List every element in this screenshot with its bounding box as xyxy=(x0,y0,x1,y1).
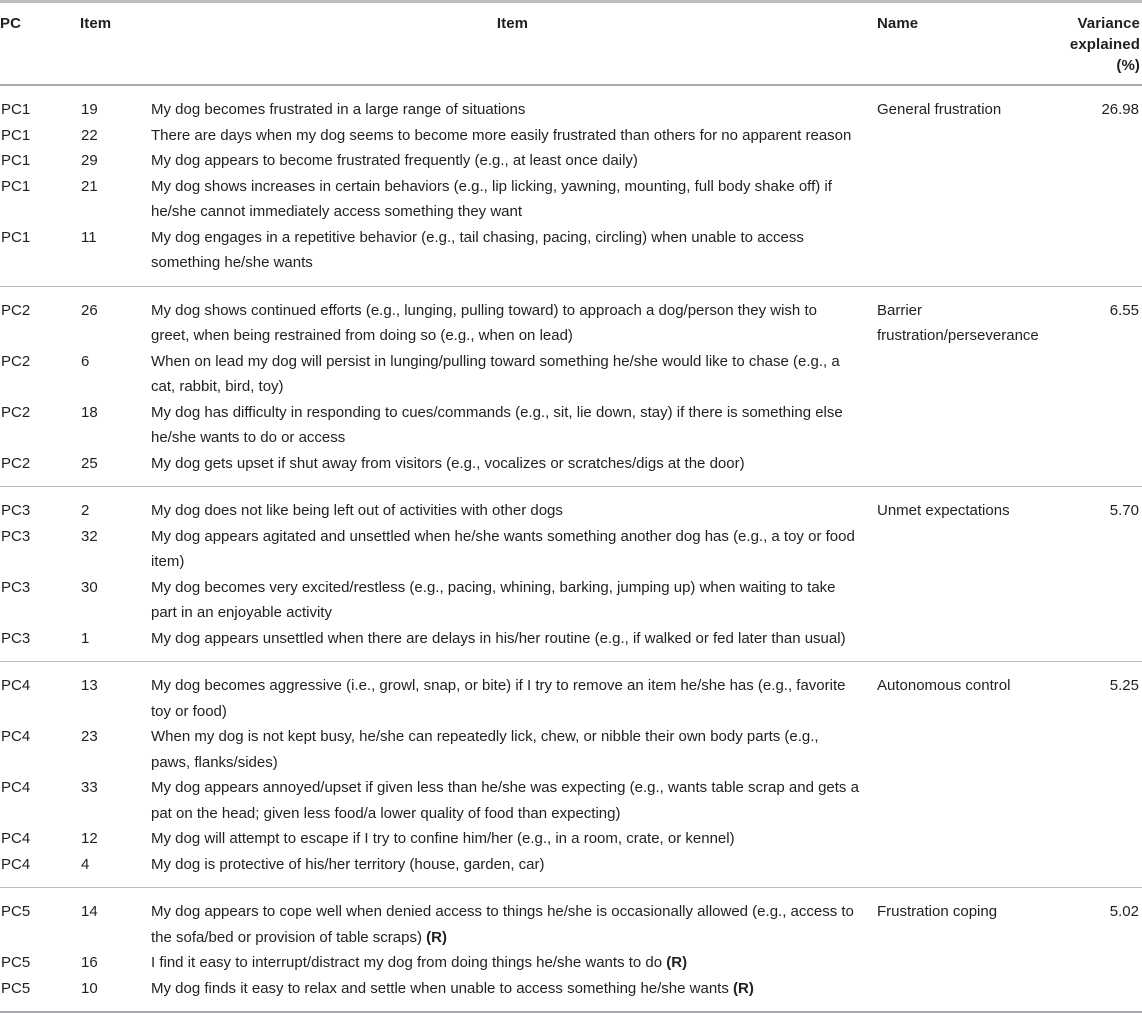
reverse-scored-marker: (R) xyxy=(426,928,447,946)
cell-item-number: 21 xyxy=(81,177,98,195)
cell-item-text: My dog appears unsettled when there are delays in his/her routine (e.g., if walked or fed later than usual) xyxy=(151,629,846,647)
cell-item-number: 2 xyxy=(81,502,90,519)
cell-item-text: My dog gets upset if shut away from visitors (e.g., vocalizes or scratches/digs at the door) xyxy=(151,454,745,472)
cell-variance-explained xyxy=(1040,400,1142,451)
cell-pc: PC5 xyxy=(1,954,31,971)
table-row xyxy=(0,451,1142,477)
cell-component-name xyxy=(875,225,1040,276)
cell-component-name xyxy=(875,148,1040,174)
cell-variance-explained xyxy=(1040,524,1142,575)
cell-item-text: My dog will attempt to escape if I try to confine him/her (e.g., in a room, crate, or kennel) xyxy=(151,830,735,847)
cell-item-number: 14 xyxy=(81,903,98,920)
cell-item-number: 12 xyxy=(81,830,98,847)
cell-variance-explained: 5.70 xyxy=(1109,502,1139,519)
cell-item-text: My dog shows continued efforts (e.g., lunging, pulling toward) to approach a dog/person they wish to greet, when being restrained from doing so (e.g., when on lead) xyxy=(151,301,817,344)
cell-item-number: 30 xyxy=(81,578,98,596)
cell-component-name: Unmet expectations xyxy=(877,502,1010,519)
cell-component-name: Frustration coping xyxy=(877,903,998,920)
cell-item-number: 6 xyxy=(81,352,90,370)
table-row xyxy=(0,225,1142,276)
table-row xyxy=(0,775,1142,826)
cell-item-text: When on lead my dog will persist in lunging/pulling toward something he/she would like to chase (e.g., a cat, rabbit, bird, toy) xyxy=(151,352,840,395)
header-row xyxy=(0,3,1142,84)
cell-pc: PC4 xyxy=(1,779,31,796)
cell-variance-explained xyxy=(1040,174,1142,225)
cell-item-number: 10 xyxy=(81,979,98,997)
table-row xyxy=(0,498,1142,524)
table-row xyxy=(0,626,1142,652)
table-row xyxy=(0,826,1142,852)
cell-component-name: Autonomous control xyxy=(877,677,1011,694)
cell-component-name xyxy=(875,349,1040,400)
cell-item-text: My dog becomes frustrated in a large range of situations xyxy=(151,101,526,118)
cell-pc: PC1 xyxy=(1,177,31,195)
column-header-item-number: Item xyxy=(80,15,112,32)
group-spacer xyxy=(0,662,1142,673)
cell-item-text: My dog becomes very excited/restless (e.g., pacing, whining, barking, jumping up) when waiting to take part in an enjoyable activity xyxy=(151,578,836,621)
cell-item-number: 26 xyxy=(81,301,98,319)
cell-component-name xyxy=(875,524,1040,575)
cell-variance-explained: 6.55 xyxy=(1109,301,1139,319)
cell-item-number: 32 xyxy=(81,527,98,545)
group-spacer-cell xyxy=(0,1001,1142,1011)
cell-variance-explained: 26.98 xyxy=(1101,101,1139,118)
table-row xyxy=(0,148,1142,174)
cell-variance-explained xyxy=(1040,852,1142,878)
variance-header-line-2: explained xyxy=(1069,36,1140,53)
cell-component-name xyxy=(875,826,1040,852)
group-spacer xyxy=(0,487,1142,498)
cell-item-text: My dog appears to cope well when denied access to things he/she is occasionally allowed (e.g., access to the sofa/bed or provision of table scraps) (R) xyxy=(151,903,854,946)
group-spacer xyxy=(0,888,1142,899)
cell-component-name xyxy=(875,123,1040,149)
cell-pc: PC3 xyxy=(1,527,31,545)
table-row xyxy=(0,298,1142,349)
group-spacer xyxy=(0,287,1142,298)
cell-pc: PC4 xyxy=(1,677,31,694)
table-row xyxy=(0,123,1142,149)
table-row xyxy=(0,976,1142,1002)
cell-pc: PC3 xyxy=(1,629,31,647)
cell-variance-explained xyxy=(1040,225,1142,276)
cell-item-number: 16 xyxy=(81,954,98,971)
group-spacer xyxy=(0,276,1142,286)
reverse-scored-marker: (R) xyxy=(666,954,688,971)
group-spacer xyxy=(0,86,1142,97)
table-row xyxy=(0,724,1142,775)
column-header-item-text: Item xyxy=(496,15,529,32)
pc-items-table xyxy=(0,3,1142,84)
cell-item-text: My dog engages in a repetitive behavior (e.g., tail chasing, pacing, circling) when unable to access something he/she wants xyxy=(151,228,804,271)
table-row xyxy=(0,575,1142,626)
cell-item-number: 33 xyxy=(81,779,98,796)
column-header-pc: PC xyxy=(0,15,22,32)
variance-header-line-1: Variance xyxy=(1077,15,1140,32)
cell-item-text: My dog does not like being left out of activities with other dogs xyxy=(151,502,563,519)
cell-variance-explained: 5.25 xyxy=(1109,677,1139,694)
cell-variance-explained: 5.02 xyxy=(1109,903,1139,920)
group-spacer-cell xyxy=(0,276,1142,286)
column-header-variance-explained xyxy=(1040,3,1142,84)
cell-item-number: 13 xyxy=(81,677,98,694)
cell-pc: PC2 xyxy=(1,403,31,421)
table-row xyxy=(0,673,1142,724)
cell-variance-explained xyxy=(1040,148,1142,174)
group-spacer-cell xyxy=(0,651,1142,661)
cell-pc: PC1 xyxy=(1,126,31,144)
group-spacer xyxy=(0,877,1142,887)
cell-item-number: 18 xyxy=(81,403,98,421)
cell-item-number: 25 xyxy=(81,454,98,472)
variance-header-line-3: (%) xyxy=(1116,57,1140,74)
pc-items-body-table xyxy=(0,86,1142,1011)
group-spacer xyxy=(0,1001,1142,1011)
group-spacer-cell xyxy=(0,877,1142,887)
cell-variance-explained xyxy=(1040,976,1142,1002)
cell-pc: PC2 xyxy=(1,301,31,319)
cell-component-name xyxy=(875,174,1040,225)
cell-variance-explained xyxy=(1040,123,1142,149)
cell-variance-explained xyxy=(1040,724,1142,775)
cell-item-number: 4 xyxy=(81,855,90,873)
table-row xyxy=(0,852,1142,878)
group-spacer-cell xyxy=(0,662,1142,673)
cell-item-number: 23 xyxy=(81,728,98,745)
cell-component-name xyxy=(875,852,1040,878)
group-spacer-cell xyxy=(0,86,1142,97)
cell-item-number: 29 xyxy=(81,152,98,169)
cell-variance-explained xyxy=(1040,950,1142,976)
reverse-scored-marker: (R) xyxy=(733,979,754,997)
cell-pc: PC4 xyxy=(1,855,31,873)
cell-component-name xyxy=(875,775,1040,826)
group-spacer-cell xyxy=(0,888,1142,899)
cell-pc: PC4 xyxy=(1,728,31,745)
cell-variance-explained xyxy=(1040,775,1142,826)
cell-pc: PC3 xyxy=(1,502,31,519)
table-header xyxy=(0,3,1142,84)
group-spacer-cell xyxy=(0,287,1142,298)
cell-pc: PC5 xyxy=(1,979,31,997)
cell-pc: PC2 xyxy=(1,454,31,472)
group-spacer-cell xyxy=(0,476,1142,486)
cell-item-text: There are days when my dog seems to become more easily frustrated than others for no apparent reason xyxy=(151,126,852,144)
cell-item-number: 19 xyxy=(81,101,98,118)
cell-item-text: My dog is protective of his/her territory (house, garden, car) xyxy=(151,855,545,873)
table-row xyxy=(0,97,1142,123)
cell-pc: PC1 xyxy=(1,152,31,169)
cell-pc: PC3 xyxy=(1,578,31,596)
cell-item-text: My dog appears annoyed/upset if given less than he/she was expecting (e.g., wants table scrap and gets a pat on the head; given less food/a lower quality of food than expecting) xyxy=(151,779,859,822)
cell-component-name xyxy=(875,451,1040,477)
cell-variance-explained xyxy=(1040,349,1142,400)
cell-pc: PC2 xyxy=(1,352,31,370)
table-row xyxy=(0,349,1142,400)
table-body xyxy=(0,86,1142,1011)
cell-component-name xyxy=(875,400,1040,451)
table-row xyxy=(0,400,1142,451)
cell-item-text: I find it easy to interrupt/distract my dog from doing things he/she wants to do (R) xyxy=(151,954,688,971)
cell-variance-explained xyxy=(1040,451,1142,477)
cell-item-text: My dog shows increases in certain behaviors (e.g., lip licking, yawning, mounting, full body shake off) if he/she cannot immediately access something they want xyxy=(151,177,832,220)
cell-item-text: My dog has difficulty in responding to cues/commands (e.g., sit, lie down, stay) if there is something else he/she wants to do or access xyxy=(151,403,843,446)
cell-component-name xyxy=(875,626,1040,652)
group-spacer xyxy=(0,476,1142,486)
cell-pc: PC5 xyxy=(1,903,31,920)
group-spacer-cell xyxy=(0,487,1142,498)
cell-component-name xyxy=(875,976,1040,1002)
cell-component-name: General frustration xyxy=(877,101,1002,118)
cell-item-number: 1 xyxy=(81,629,90,647)
cell-item-text: My dog finds it easy to relax and settle when unable to access something he/she wants (R) xyxy=(151,979,754,997)
cell-component-name xyxy=(875,575,1040,626)
cell-item-number: 22 xyxy=(81,126,98,144)
cell-variance-explained xyxy=(1040,626,1142,652)
cell-variance-explained xyxy=(1040,826,1142,852)
table-row xyxy=(0,950,1142,976)
cell-item-number: 11 xyxy=(81,228,97,246)
cell-pc: PC1 xyxy=(1,228,31,246)
table-row xyxy=(0,174,1142,225)
cell-pc: PC4 xyxy=(1,830,31,847)
cell-pc: PC1 xyxy=(1,101,31,118)
cell-variance-explained xyxy=(1040,575,1142,626)
cell-component-name xyxy=(875,724,1040,775)
table-row xyxy=(0,899,1142,950)
cell-component-name xyxy=(875,950,1040,976)
cell-item-text: My dog appears to become frustrated frequently (e.g., at least once daily) xyxy=(151,152,638,169)
table-row xyxy=(0,524,1142,575)
group-spacer xyxy=(0,651,1142,661)
cell-item-text: My dog appears agitated and unsettled when he/she wants something another dog has (e.g., a toy or food item) xyxy=(151,527,855,570)
column-header-name: Name xyxy=(877,15,919,32)
cell-item-text: My dog becomes aggressive (i.e., growl, snap, or bite) if I try to remove an item he/she has (e.g., favorite toy or food) xyxy=(151,677,846,720)
cell-item-text: When my dog is not kept busy, he/she can repeatedly lick, chew, or nibble their own body parts (e.g., paws, flanks/sides) xyxy=(151,728,819,771)
cell-component-name: Barrier frustration/perseverance xyxy=(877,301,1039,344)
